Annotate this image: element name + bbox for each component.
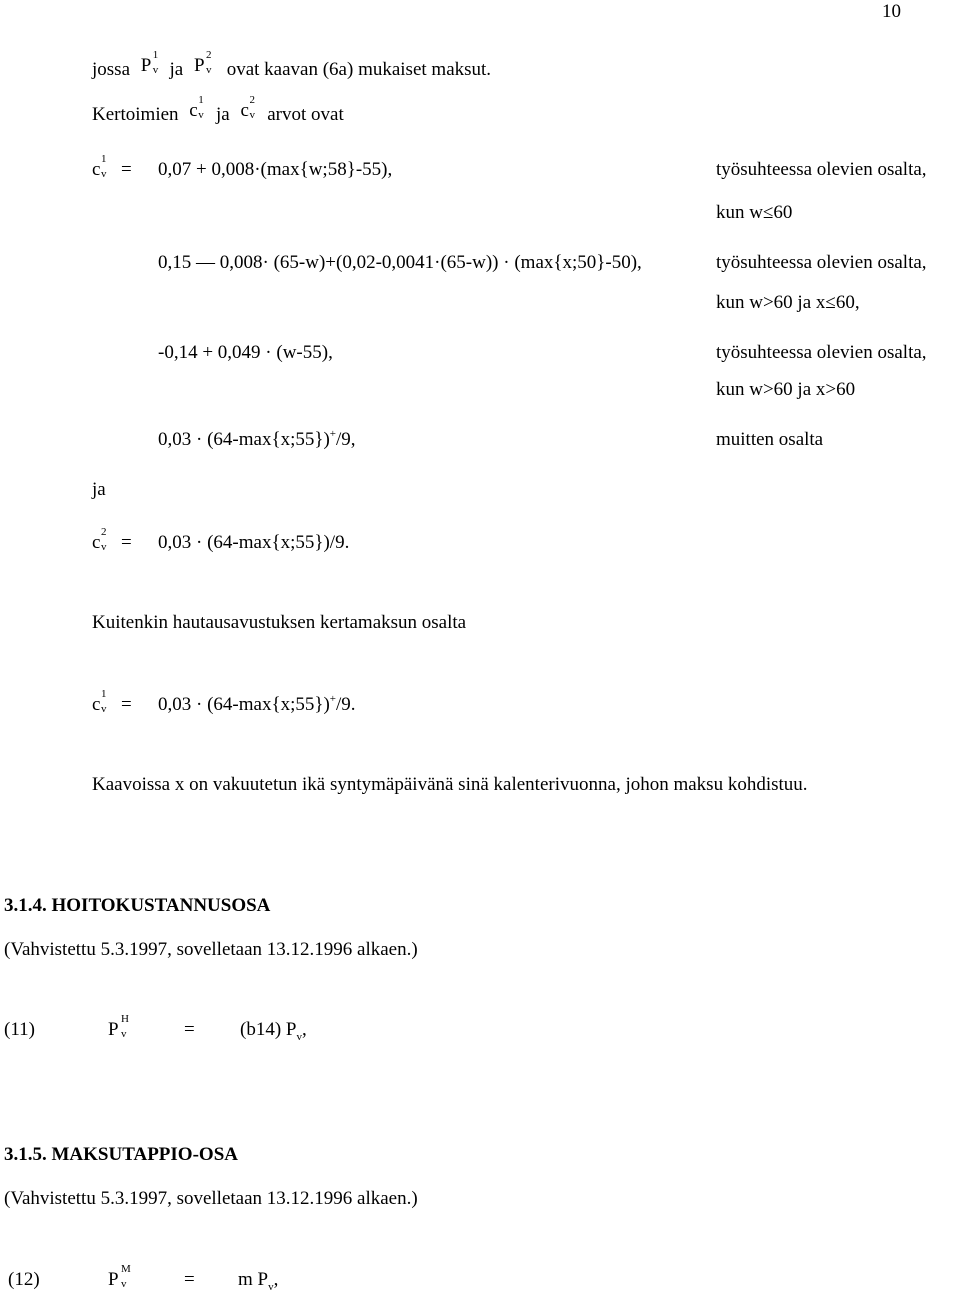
kuitenkin-paragraph: Kuitenkin hautausavustuksen kertamaksun osalta	[92, 612, 467, 633]
equation-11-lhs	[108, 1013, 130, 1043]
cv1-lhs	[92, 153, 108, 183]
kaavoissa-paragraph: Kaavoissa x on vakuutetun ikä syntymäpäivänä sinä kalenterivuonna, johon maksu kohdistuu.	[92, 774, 808, 795]
intro-ja-2: ja	[216, 104, 230, 125]
intro-arvot: arvot ovat	[267, 104, 344, 125]
symbol-c-v-2-lhs: c 2 v	[92, 526, 107, 553]
symbol-c-v-2: c 2 v	[240, 94, 255, 121]
equation-12-rhs: m $P_v$,	[238, 1269, 279, 1293]
symbol-c-v-1-lhs: c 1 v	[92, 153, 107, 180]
intro-ja: ja	[169, 59, 184, 80]
section-315-heading: 3.1.5. MAKSUTAPPIO-OSA	[4, 1144, 238, 1165]
symbol-P-M-v: P M v	[108, 1263, 131, 1290]
equation-11-equals: =	[184, 1019, 195, 1040]
cv1-formula-3: -0,14 + 0,049 · (w-55),	[158, 342, 333, 363]
cv1-cond-2b: kun w>60 ja x≤60,	[716, 292, 860, 313]
conjunction-ja: ja	[92, 479, 106, 500]
cv2-lhs	[92, 526, 108, 556]
cv1-cond-1: työsuhteessa olevien osalta,	[716, 159, 927, 180]
intro-jossa: jossa	[92, 59, 130, 80]
cv1-cond-2: työsuhteessa olevien osalta,	[716, 252, 927, 273]
cv1-cond-1b: kun w≤60	[716, 202, 793, 223]
intro-line-1	[92, 49, 492, 80]
cv1-cond-3b: kun w>60 ja x>60	[716, 379, 856, 400]
symbol-c-v-1-alt: c 1 v	[92, 688, 107, 715]
equation-12-number: (12)	[8, 1269, 40, 1290]
cv1-cond-3: työsuhteessa olevien osalta,	[716, 342, 927, 363]
symbol-P-H-v: P H v	[108, 1013, 129, 1040]
intro-line-2	[92, 94, 344, 125]
cv1-equals: =	[121, 159, 132, 180]
page-number: 10	[882, 1, 901, 22]
section-315-note: (Vahvistettu 5.3.1997, sovelletaan 13.12.1996 alkaen.)	[4, 1188, 418, 1209]
equation-11-rhs: (b14) $P_v$,	[240, 1019, 307, 1043]
cv1-formula-1: 0,07 + 0,008·(max{w;58}-55),	[158, 159, 393, 180]
equation-12-equals: =	[184, 1269, 195, 1290]
section-314-heading: 3.1.4. HOITOKUSTANNUSOSA	[4, 895, 271, 916]
cv2-equals: =	[121, 532, 132, 553]
cv2-formula: 0,03 · (64-max{x;55})/9.	[158, 532, 350, 553]
symbol-P-v-2: P 2 v	[193, 49, 212, 76]
intro-tail: ovat kaavan (6a) mukaiset maksut.	[226, 59, 492, 80]
equation-12-lhs	[108, 1263, 131, 1293]
equation-11-number: (11)	[4, 1019, 35, 1040]
cv1-alt-formula: 0,03 · (64-max{x;55})+/9.	[158, 693, 356, 715]
symbol-c-v-1: c 1 v	[189, 94, 204, 121]
cv1-formula-4: 0,03 · (64-max{x;55})+/9,	[158, 428, 356, 450]
cv1-alt-lhs	[92, 688, 108, 718]
cv1-alt-equals: =	[121, 694, 132, 715]
cv1-formula-2: 0,15 — 0,008· (65-w)+(0,02-0,0041·(65-w)) · (max{x;50}-50),	[158, 252, 642, 273]
symbol-P-v-1: P 1 v	[140, 49, 159, 76]
section-314-note: (Vahvistettu 5.3.1997, sovelletaan 13.12.1996 alkaen.)	[4, 939, 418, 960]
intro-kertoimien: Kertoimien	[92, 104, 179, 125]
cv1-cond-4: muitten osalta	[716, 429, 824, 450]
